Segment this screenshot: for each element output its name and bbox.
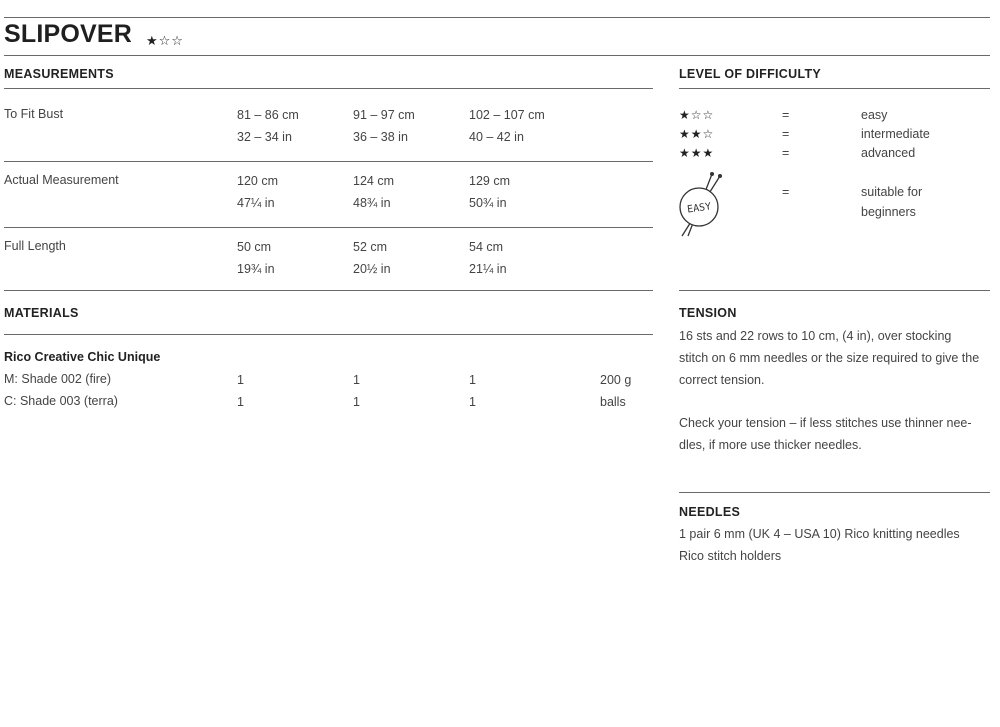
cell: 1: [237, 373, 244, 387]
equals-sign: =: [782, 127, 790, 141]
tension-text: correct tension.: [679, 373, 765, 387]
tension-heading: TENSION: [679, 306, 737, 320]
materials-heading: MATERIALS: [4, 306, 79, 320]
cell: balls: [600, 395, 626, 409]
cell: 1: [469, 373, 476, 387]
cell: 1: [353, 395, 360, 409]
difficulty-label: advanced: [861, 146, 916, 160]
cell: 124 cm: [353, 174, 394, 188]
row-divider: [4, 227, 653, 228]
stars-icon: ★☆☆: [679, 108, 715, 122]
difficulty-bottom-rule: [679, 290, 990, 291]
page-title: SLIPOVER: [4, 20, 133, 48]
difficulty-label: easy: [861, 108, 888, 122]
cell: 20½ in: [353, 262, 391, 276]
tension-text: stitch on 6 mm needles or the size required to give the: [679, 351, 980, 365]
cell: 50 cm: [237, 240, 272, 254]
needles-text: Rico stitch holders: [679, 549, 782, 563]
difficulty-label: intermediate: [861, 127, 930, 141]
needles-text: 1 pair 6 mm (UK 4 – USA 10) Rico knitting needles: [679, 527, 960, 541]
needles-heading: NEEDLES: [679, 505, 741, 519]
top-rule: [4, 17, 990, 18]
yarn-name: Rico Creative Chic Unique: [4, 350, 161, 364]
cell: 129 cm: [469, 174, 510, 188]
cell: 1: [353, 373, 360, 387]
equals-sign: =: [782, 185, 790, 199]
row-label: To Fit Bust: [4, 107, 64, 121]
row-divider: [4, 161, 653, 162]
cell: 19¾ in: [237, 262, 275, 276]
measurements-heading: MEASUREMENTS: [4, 67, 114, 81]
row-label: M: Shade 002 (fire): [4, 372, 111, 386]
cell: 36 – 38 in: [353, 130, 408, 144]
title-rule: [4, 55, 990, 56]
cell: 48¾ in: [353, 196, 391, 210]
tension-bottom-rule: [679, 492, 990, 493]
stars-icon: ★★☆: [679, 127, 715, 141]
cell: 1: [237, 395, 244, 409]
easy-knitting-needles-icon: [676, 172, 726, 238]
cell: 91 – 97 cm: [353, 108, 415, 122]
title-rating-stars: ★☆☆: [146, 33, 184, 48]
measurements-rule: [4, 88, 653, 89]
equals-sign: =: [782, 108, 790, 122]
cell: 32 – 34 in: [237, 130, 292, 144]
difficulty-rule: [679, 88, 990, 89]
cell: 102 – 107 cm: [469, 108, 545, 122]
tension-check-text: Check your tension – if less stitches use thinner nee-: [679, 416, 972, 430]
row-label: Full Length: [4, 239, 66, 253]
tension-text: 16 sts and 22 rows to 10 cm, (4 in), over stocking: [679, 329, 952, 343]
cell: 120 cm: [237, 174, 278, 188]
tension-check-text: dles, if more use thicker needles.: [679, 438, 862, 452]
materials-rule: [4, 334, 653, 335]
stars-icon: ★★★: [679, 146, 715, 160]
cell: 50¾ in: [469, 196, 507, 210]
difficulty-label: beginners: [861, 205, 916, 219]
easy-badge-text: EASY: [686, 201, 712, 216]
cell: 54 cm: [469, 240, 504, 254]
cell: 52 cm: [353, 240, 388, 254]
difficulty-label: suitable for: [861, 185, 923, 199]
cell: 21¼ in: [469, 262, 507, 276]
cell: 200 g: [600, 373, 632, 387]
equals-sign: =: [782, 146, 790, 160]
difficulty-heading: LEVEL OF DIFFICULTY: [679, 67, 822, 81]
cell: 81 – 86 cm: [237, 108, 299, 122]
row-label: C: Shade 003 (terra): [4, 394, 118, 408]
measurements-bottom-rule: [4, 290, 653, 291]
cell: 47¼ in: [237, 196, 275, 210]
row-label: Actual Measurement: [4, 173, 119, 187]
cell: 40 – 42 in: [469, 130, 524, 144]
cell: 1: [469, 395, 476, 409]
